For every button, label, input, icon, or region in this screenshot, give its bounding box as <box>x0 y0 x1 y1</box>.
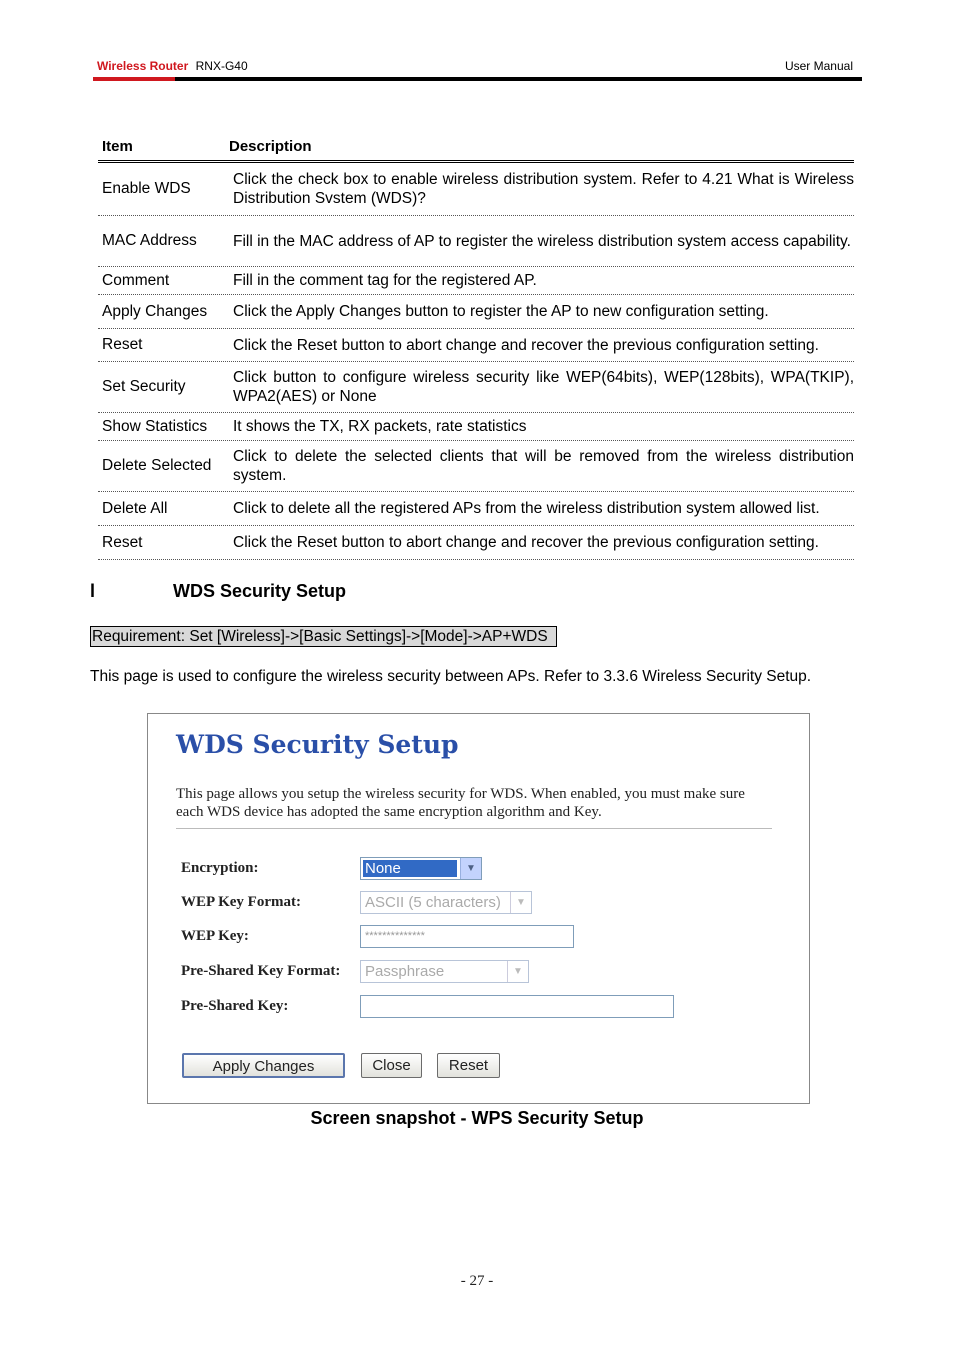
wep-key-format-select[interactable] <box>360 891 532 914</box>
wds-security-screenshot <box>147 713 810 1104</box>
table-row <box>98 492 854 526</box>
psk-input[interactable] <box>360 995 674 1018</box>
psk-format-select[interactable] <box>360 960 529 983</box>
row-item: Enable WDS <box>102 180 191 197</box>
row-item: MAC Address <box>102 232 197 249</box>
section-number: l <box>90 581 96 601</box>
header-model: RNX-G40 <box>195 59 248 73</box>
row-item: Reset <box>102 533 143 551</box>
row-description-cell <box>229 329 854 361</box>
row-description-cell <box>229 163 854 215</box>
wep-key-format-value: ASCII (5 characters) <box>365 894 501 911</box>
table-row <box>98 329 854 362</box>
encryption-value: None <box>363 860 457 877</box>
row-description-cell <box>229 526 854 559</box>
row-item: Show Statistics <box>102 417 208 435</box>
table-row <box>98 362 854 413</box>
row-description-cell <box>229 216 854 266</box>
figure-caption: Screen snapshot - WPS Security Setup <box>310 1108 644 1128</box>
table-row <box>98 216 854 267</box>
row-description: Click to delete all the registered APs from the wireless distribution system allowed list. <box>233 500 820 517</box>
table-row <box>98 413 854 441</box>
wep-key-label: WEP Key: <box>181 928 249 944</box>
row-description-cell <box>229 362 854 412</box>
row-description: Click the Reset button to abort change and recover the previous configuration setting. <box>233 336 819 354</box>
row-description: Click the check box to enable wireless distribution system. Refer to 4.21 What is Wireless Distribution Svstem (WDS)? <box>233 171 854 207</box>
screenshot-description: This page allows you setup the wireless security for WDS. When enabled, you must make sure each WDS device has adopted the same encryption algorithm and Key. <box>176 786 745 820</box>
encryption-select[interactable] <box>360 857 482 880</box>
row-item: Set Security <box>102 378 186 395</box>
table-row <box>98 441 854 492</box>
row-description: Click button to configure wireless security like WEP(64bits), WEP(128bits), WPA(TKIP), WPA2(AES) or None <box>233 369 854 405</box>
chevron-down-icon[interactable]: ▼ <box>460 858 481 879</box>
screenshot-divider <box>176 828 772 829</box>
header-rule <box>93 77 862 81</box>
header-brand: Wireless Router <box>97 59 189 73</box>
chevron-down-icon[interactable]: ▼ <box>510 892 531 913</box>
psk-label: Pre-Shared Key: <box>181 998 289 1014</box>
section-title: WDS Security Setup <box>173 581 347 601</box>
table-header <box>98 135 854 163</box>
close-button[interactable]: Close <box>361 1053 422 1078</box>
page-header <box>93 58 862 82</box>
row-item: Delete All <box>102 499 168 517</box>
reset-button[interactable]: Reset <box>437 1053 500 1078</box>
apply-changes-button[interactable]: Apply Changes <box>182 1053 345 1078</box>
wep-key-input[interactable]: ************** <box>360 925 574 948</box>
psk-format-label: Pre-Shared Key Format: <box>181 963 341 979</box>
table-row <box>98 526 854 560</box>
row-description: Click to delete the selected clients that will be removed from the wireless distribution system. <box>233 448 854 484</box>
row-description: Click the Apply Changes button to register the AP to new configuration setting. <box>233 303 769 320</box>
row-description-cell <box>229 267 854 294</box>
row-description: Fill in the MAC address of AP to register the wireless distribution system access capability. <box>233 232 851 250</box>
table-row <box>98 163 854 216</box>
row-description: Fill in the comment tag for the registered AP. <box>233 272 537 289</box>
description-table <box>98 135 854 560</box>
requirement-box: Requirement: Set [Wireless]->[Basic Settings]->[Mode]->AP+WDS <box>90 626 557 647</box>
table-row <box>98 267 854 295</box>
row-description: It shows the TX, RX packets, rate statistics <box>233 418 527 435</box>
header-left <box>97 59 248 73</box>
column-header-item: Item <box>102 138 133 155</box>
encryption-label: Encryption: <box>181 860 259 876</box>
header-doc-type: User Manual <box>784 59 853 73</box>
row-description-cell <box>229 492 854 525</box>
page-number: - 27 - <box>460 1273 494 1289</box>
table-row <box>98 295 854 329</box>
row-item: Delete Selected <box>102 457 212 474</box>
row-description-cell <box>229 441 854 491</box>
row-description: Click the Reset button to abort change and recover the previous configuration setting. <box>233 534 819 551</box>
psk-format-value: Passphrase <box>365 963 445 980</box>
row-description-cell <box>229 413 854 440</box>
wep-key-format-label: WEP Key Format: <box>181 894 301 910</box>
screenshot-title: WDS Security Setup <box>176 730 459 759</box>
header-rule-accent <box>93 77 175 81</box>
intro-paragraph: This page is used to configure the wireless security between APs. Refer to 3.3.6 Wireless Security Setup. <box>90 668 812 685</box>
column-header-description: Description <box>229 138 312 155</box>
chevron-down-icon[interactable]: ▼ <box>507 961 528 982</box>
row-item: Apply Changes <box>102 302 208 320</box>
row-item: Reset <box>102 336 143 353</box>
row-description-cell <box>229 295 854 328</box>
row-item: Comment <box>102 271 170 289</box>
